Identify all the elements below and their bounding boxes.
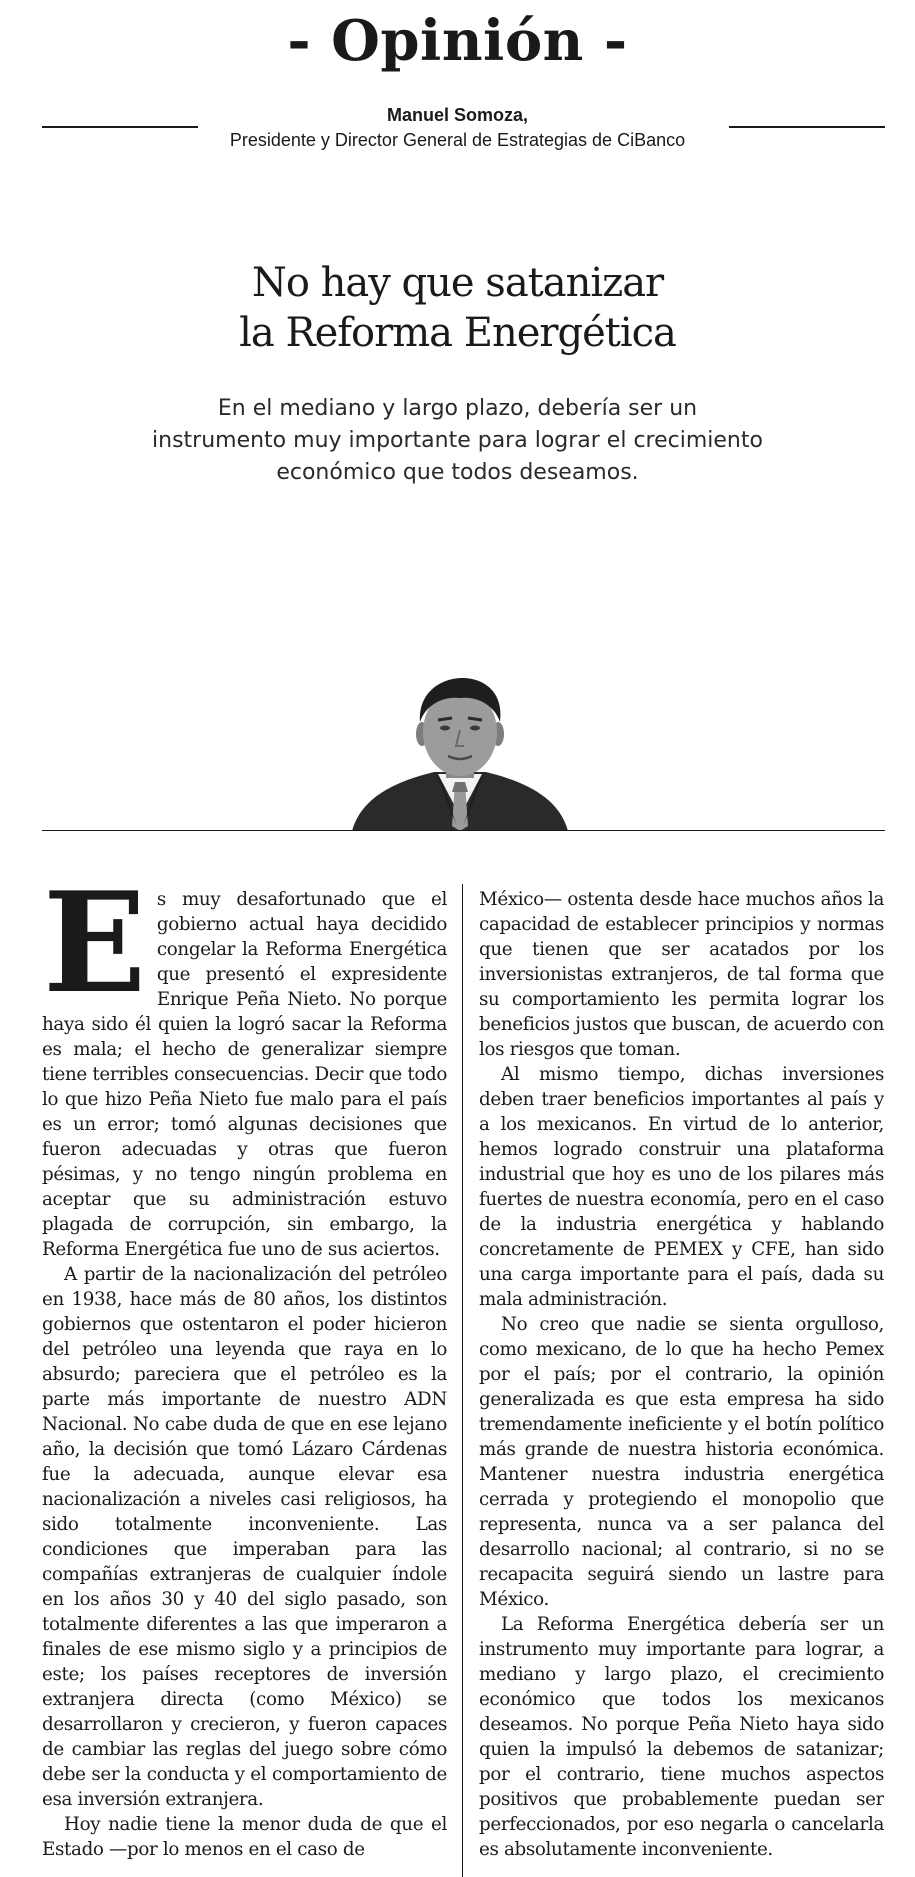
- header-rule-left: [42, 126, 198, 128]
- paragraph-3-end: México— ostenta desde hace muchos años la capacidad de establecer principios y normas que tienen que ser acatados por los inversionistas extranjeros, de tal forma que su comportamiento les permita lograr los beneficios justos que buscan, de acuerdo con los riesgos que toman.: [479, 889, 884, 1060]
- paragraph-3-start: Hoy nadie tiene la menor duda de que el Estado —por lo menos en el caso de: [42, 1814, 447, 1860]
- subheadline: En el mediano y largo plazo, debería ser un instrumento muy importante para lograr el crecimiento económico que todos deseamos.: [152, 396, 763, 485]
- photo-rule: [42, 830, 885, 831]
- author-portrait: [352, 676, 568, 831]
- paragraph-1: [42, 887, 447, 1262]
- article-column-left: [42, 887, 447, 1872]
- paragraph-1-text: s muy desafortunado que el gobierno actual haya decidido congelar la Reforma Energética que presentó el expresidente Enrique Peña Nieto. No porque haya sido él quien la logró sacar la Reforma es mala; el hecho de generalizar siempre tiene terribles consecuencias. Decir que todo lo que hizo Peña Nieto fue malo para el país es un error; tomó algunas decisiones que fueron adecuadas y otras que fueron pésimas, y no tengo ningún problema en aceptar que su administración estuvo plagada de corrupción, sin embargo, la Reforma Energética fue uno de sus aciertos.: [42, 889, 447, 1260]
- paragraph-4: Al mismo tiempo, dichas inversiones deben traer beneficios importantes al país y a los mexicanos. En virtud de lo anterior, hemos logrado construir una plataforma industrial que hoy es uno de los pilares más fuertes de nuestra economía, pero en el caso de la industria energética y hablando concretamente de PEMEX y CFE, han sido una carga importante para el país, dada su mala administración.: [479, 1064, 884, 1310]
- paragraph-2: A partir de la nacionalización del petróleo en 1938, hace más de 80 años, los distintos gobiernos que ostentaron el poder hicieron del petróleo una leyenda que raya en lo absurdo; pareciera que el petróleo es la parte más importante de nuestro ADN Nacional. No cabe duda de que en ese lejano año, la decisión que tomó Lázaro Cárdenas fue la adecuada, aunque elevar esa nacionalización a niveles casi religiosos, ha sido totalmente inconveniente. Las condiciones que imperaban para las compañías extranjeras de cualquier índole en los años 30 y 40 del siglo pasado, son totalmente diferentes a las que imperaron a finales de ese mismo siglo y a principios de este; los países receptores de inversión extranjera directa (como México) se desarrollaron y crecieron, y fueron capaces de cambiar las reglas del juego sobre cómo debe ser la conducta y el comportamiento de esa inversión extranjera.: [42, 1264, 447, 1810]
- author-name: Manuel Somoza,: [386, 105, 529, 125]
- paragraph-5: No creo que nadie se sienta orgulloso, como mexicano, de lo que ha hecho Pemex por el país; por el contrario, la opinión generalizada es que esta empresa ha sido tremendamente ineficiente y el botín político más grande de nuestra historia económica. Mantener nuestra industria energética cerrada y protegiendo el monopolio que representa, nunca va a ser palanca del desarrollo nacional; al contrario, si no se recapacita seguirá siendo un lastre para México.: [479, 1314, 884, 1610]
- section-title: - Opinión -: [287, 8, 628, 74]
- drop-cap: E: [43, 887, 146, 1024]
- paragraph-6: La Reforma Energética debería ser un instrumento muy importante para lograr, a mediano y largo plazo, el crecimiento económico que todos los mexicanos deseamos. No porque Peña Nieto haya sido quien la impulsó la debemos de satanizar; por el contrario, tiene muchos aspectos positivos que probablemente puedan ser perfeccionados, por eso negarla o cancelarla es absolutamente inconveniente.: [479, 1614, 884, 1860]
- headline-line-1: No hay que satanizar: [251, 260, 664, 306]
- headline-line-2: la Reforma Energética: [239, 310, 676, 356]
- headline: [0, 258, 915, 358]
- author-role: Presidente y Director General de Estrategias de CiBanco: [229, 130, 686, 150]
- column-divider: [462, 884, 463, 1877]
- header-rule-right: [729, 126, 885, 128]
- article-column-right: [479, 887, 884, 1872]
